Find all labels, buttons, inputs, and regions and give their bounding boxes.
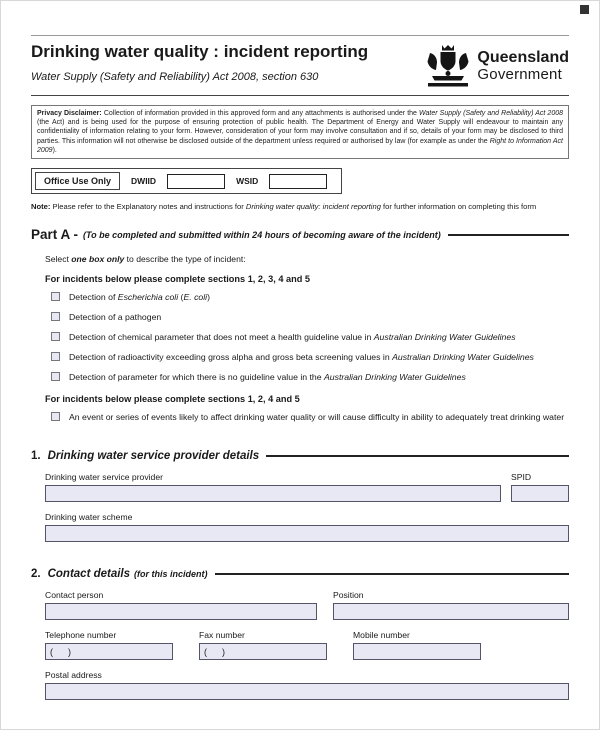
- section-1-title: Drinking water service provider details: [47, 450, 260, 463]
- incident-type-checkbox[interactable]: [51, 412, 60, 421]
- wsid-input[interactable]: [269, 174, 327, 189]
- group1-header: For incidents below please complete sections 1, 2, 3, 4 and 5: [45, 274, 310, 285]
- dwiid-label: DWIID: [131, 176, 157, 187]
- incident-type-option: [51, 371, 569, 384]
- position-field: [333, 580, 569, 620]
- part-a-rule: [448, 234, 569, 236]
- text-segment: Detection of: [69, 292, 118, 303]
- mobile-field: [353, 620, 481, 660]
- incident-type-checkbox[interactable]: [51, 292, 60, 301]
- provider-label: Drinking water service provider: [45, 472, 163, 483]
- form-note: [31, 202, 569, 211]
- fax-input[interactable]: [199, 643, 327, 660]
- text-segment: to describe the type of incident:: [124, 254, 246, 265]
- position-label: Position: [333, 590, 364, 601]
- provider-field: [45, 462, 501, 502]
- logo-text-government: Government: [477, 65, 562, 83]
- incident-type-option: [51, 411, 569, 424]
- text-segment: for further information on completing this form: [380, 202, 537, 212]
- position-input[interactable]: [333, 603, 569, 620]
- office-use-box: [31, 168, 342, 194]
- section-2-title: Contact details: [47, 568, 131, 581]
- queensland-government-logo: [425, 42, 569, 90]
- wsid-label: WSID: [236, 176, 259, 187]
- incident-type-checkbox[interactable]: [51, 332, 60, 341]
- scheme-input[interactable]: [45, 525, 569, 542]
- incident-type-list-2: [45, 411, 569, 424]
- text-segment: (: [178, 292, 184, 303]
- contact-person-input[interactable]: [45, 603, 317, 620]
- page-corner-mark: [580, 5, 589, 14]
- text-segment: Australian Drinking Water Guidelines: [392, 352, 534, 363]
- section-2-header: [31, 568, 569, 580]
- part-a-instruction: (To be completed and submitted within 24 hours of becoming aware of the incident): [83, 229, 441, 240]
- incident-type-label: [69, 351, 534, 364]
- postal-address-label: Postal address: [45, 670, 102, 681]
- spid-label: SPID: [511, 472, 532, 483]
- text-segment: Note:: [31, 202, 53, 212]
- office-use-section: [31, 168, 569, 194]
- text-segment: Detection of parameter for which there is no guideline value in the: [69, 372, 324, 383]
- spid-field: [511, 462, 569, 502]
- text-segment: Water Supply (Safety and Reliability) Act 2008: [419, 110, 564, 117]
- text-segment: Drinking water quality: incident reporting: [245, 202, 381, 212]
- text-segment: Escherichia coli: [117, 292, 179, 303]
- section-2-body: [45, 580, 569, 700]
- telephone-field: [45, 620, 173, 660]
- mobile-label: Mobile number: [353, 630, 410, 641]
- part-a-body: [45, 254, 569, 424]
- fax-label: Fax number: [199, 630, 245, 641]
- incident-type-option: [51, 291, 569, 304]
- form-subtitle: Water Supply (Safety and Reliability) Act 2008, section 630: [31, 71, 319, 83]
- text-segment: ): [207, 292, 211, 303]
- privacy-disclaimer: [31, 105, 569, 159]
- text-segment: Detection of chemical parameter that does not meet a health guideline value in: [69, 332, 374, 343]
- group2-header: For incidents below please complete sections 1, 2, 4 and 5: [45, 394, 300, 405]
- section-2-number: 2.: [31, 568, 41, 581]
- mobile-input[interactable]: [353, 643, 481, 660]
- contact-person-field: [45, 580, 317, 620]
- incident-type-label: [69, 331, 516, 344]
- incident-type-option: [51, 351, 569, 364]
- page-title: Drinking water quality : incident reporting: [31, 42, 369, 61]
- dwiid-input[interactable]: [167, 174, 225, 189]
- header-titles: [31, 42, 368, 83]
- fax-field: [199, 620, 327, 660]
- text-segment: Australian Drinking Water Guidelines: [373, 332, 516, 343]
- text-segment: Collection of information provided in this approved form and any attachments is authorised under the: [103, 110, 420, 117]
- telephone-input[interactable]: [45, 643, 173, 660]
- telephone-label: Telephone number: [45, 630, 117, 641]
- text-segment: one box only: [71, 254, 125, 265]
- spid-input[interactable]: [511, 485, 569, 502]
- text-segment: E. coli: [183, 292, 208, 303]
- coat-of-arms-icon: [425, 42, 471, 90]
- incident-type-list-1: [45, 291, 569, 384]
- section-2-rule: [215, 573, 569, 575]
- section-1-number: 1.: [31, 450, 41, 463]
- header-divider: [31, 95, 569, 96]
- section-2-title-note: (for this incident): [134, 569, 208, 580]
- text-segment: Select: [45, 254, 72, 265]
- logo-text-queensland: Queensland: [477, 48, 569, 66]
- incident-type-label: [69, 291, 210, 304]
- part-a-heading: [31, 227, 569, 242]
- incident-type-label: [69, 371, 466, 384]
- part-a-label: Part A -: [31, 227, 79, 243]
- incident-type-checkbox[interactable]: [51, 312, 60, 321]
- section-1-body: [45, 462, 569, 542]
- logo-text: [477, 49, 569, 83]
- section-1-rule: [266, 455, 569, 457]
- postal-address-input[interactable]: [45, 683, 569, 700]
- office-use-label: Office Use Only: [35, 172, 120, 190]
- text-segment: ).: [52, 146, 57, 154]
- incident-type-option: [51, 311, 569, 324]
- scheme-label: Drinking water scheme: [45, 512, 133, 523]
- incident-type-checkbox[interactable]: [51, 372, 60, 381]
- text-segment: Privacy Disclaimer:: [37, 110, 104, 117]
- incident-type-checkbox[interactable]: [51, 352, 60, 361]
- form-header: [31, 42, 569, 90]
- text-segment: (the Act) and is being used for the purpose of ensuring protection of public health. The Department of Energy and Water Supply will endeavour to maintain any confidentiality of information relating to your form. However, consideration of your form may involve consultation and if so, details of your form may be disclosed to third parties. This information will not otherwise be disclosed outside of the department unless required or authorised by law (for example as under the: [37, 119, 563, 145]
- top-divider: [31, 35, 569, 36]
- text-segment: An event or series of events likely to affect drinking water quality or will cause difficulty in ability to adequately treat drinking water: [69, 412, 565, 423]
- contact-person-label: Contact person: [45, 590, 104, 601]
- provider-input[interactable]: [45, 485, 501, 502]
- incident-type-instruction: [45, 254, 569, 264]
- incident-type-label: [69, 311, 161, 324]
- text-segment: Right to Information Act 2009: [37, 137, 563, 154]
- incident-type-option: [51, 331, 569, 344]
- text-segment: Please refer to the Explanatory notes and instructions for: [52, 202, 246, 212]
- text-segment: Australian Drinking Water Guidelines: [323, 372, 466, 383]
- text-segment: Detection of radioactivity exceeding gross alpha and gross beta screening values in: [69, 352, 393, 363]
- text-segment: Detection of a pathogen: [69, 312, 162, 323]
- section-1-header: [31, 450, 569, 462]
- incident-type-label: [69, 411, 564, 424]
